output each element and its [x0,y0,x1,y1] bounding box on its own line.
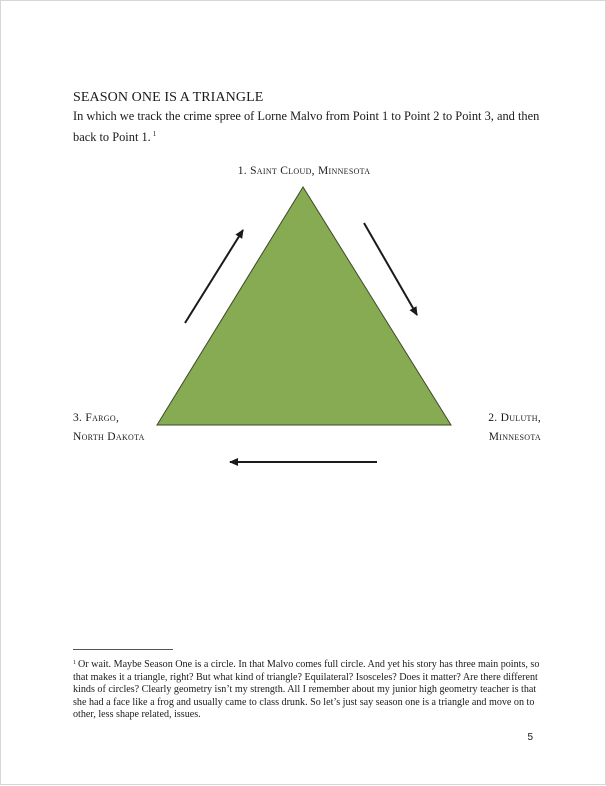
footnote-marker: 1 [73,660,76,666]
intro-text: In which we track the crime spree of Lorne Malvo from Point 1 to Point 2 to Point 3, and then back to Point 1. [73,109,540,144]
footnote [73,657,543,722]
point-2-label-line-1: 2. Duluth, [488,412,541,424]
point-2-label-line-2: Minnesota [488,431,541,443]
green-triangle [157,187,451,425]
point-1-label: 1. Saint Cloud, Minnesota [237,165,371,177]
section-heading: SEASON ONE IS A TRIANGLE [73,90,264,105]
footnote-divider [73,649,173,650]
page-number: 5 [527,732,533,743]
footnote-text: Or wait. Maybe Season One is a circle. In that Malvo comes full circle. And yet his story has three main points, so that makes it a triangle, right? But what kind of triangle? Equilateral? Isosceles? Does it matter? Are there different kinds of circles? Clearly geometry isn’t my strength. All I remember about my junior high geometry teacher is that she had a face like a frog and usually came to class drunk. So let’s just say season one is a triangle and move on to other, less shape related, issues. [73,659,540,721]
point-3-label-line-2: North Dakota [73,431,145,443]
point-3-label [73,409,173,447]
point-2-label [441,409,541,447]
point-3-label-line-1: 3. Fargo, [73,412,120,424]
footnote-reference: 1 [152,130,157,138]
